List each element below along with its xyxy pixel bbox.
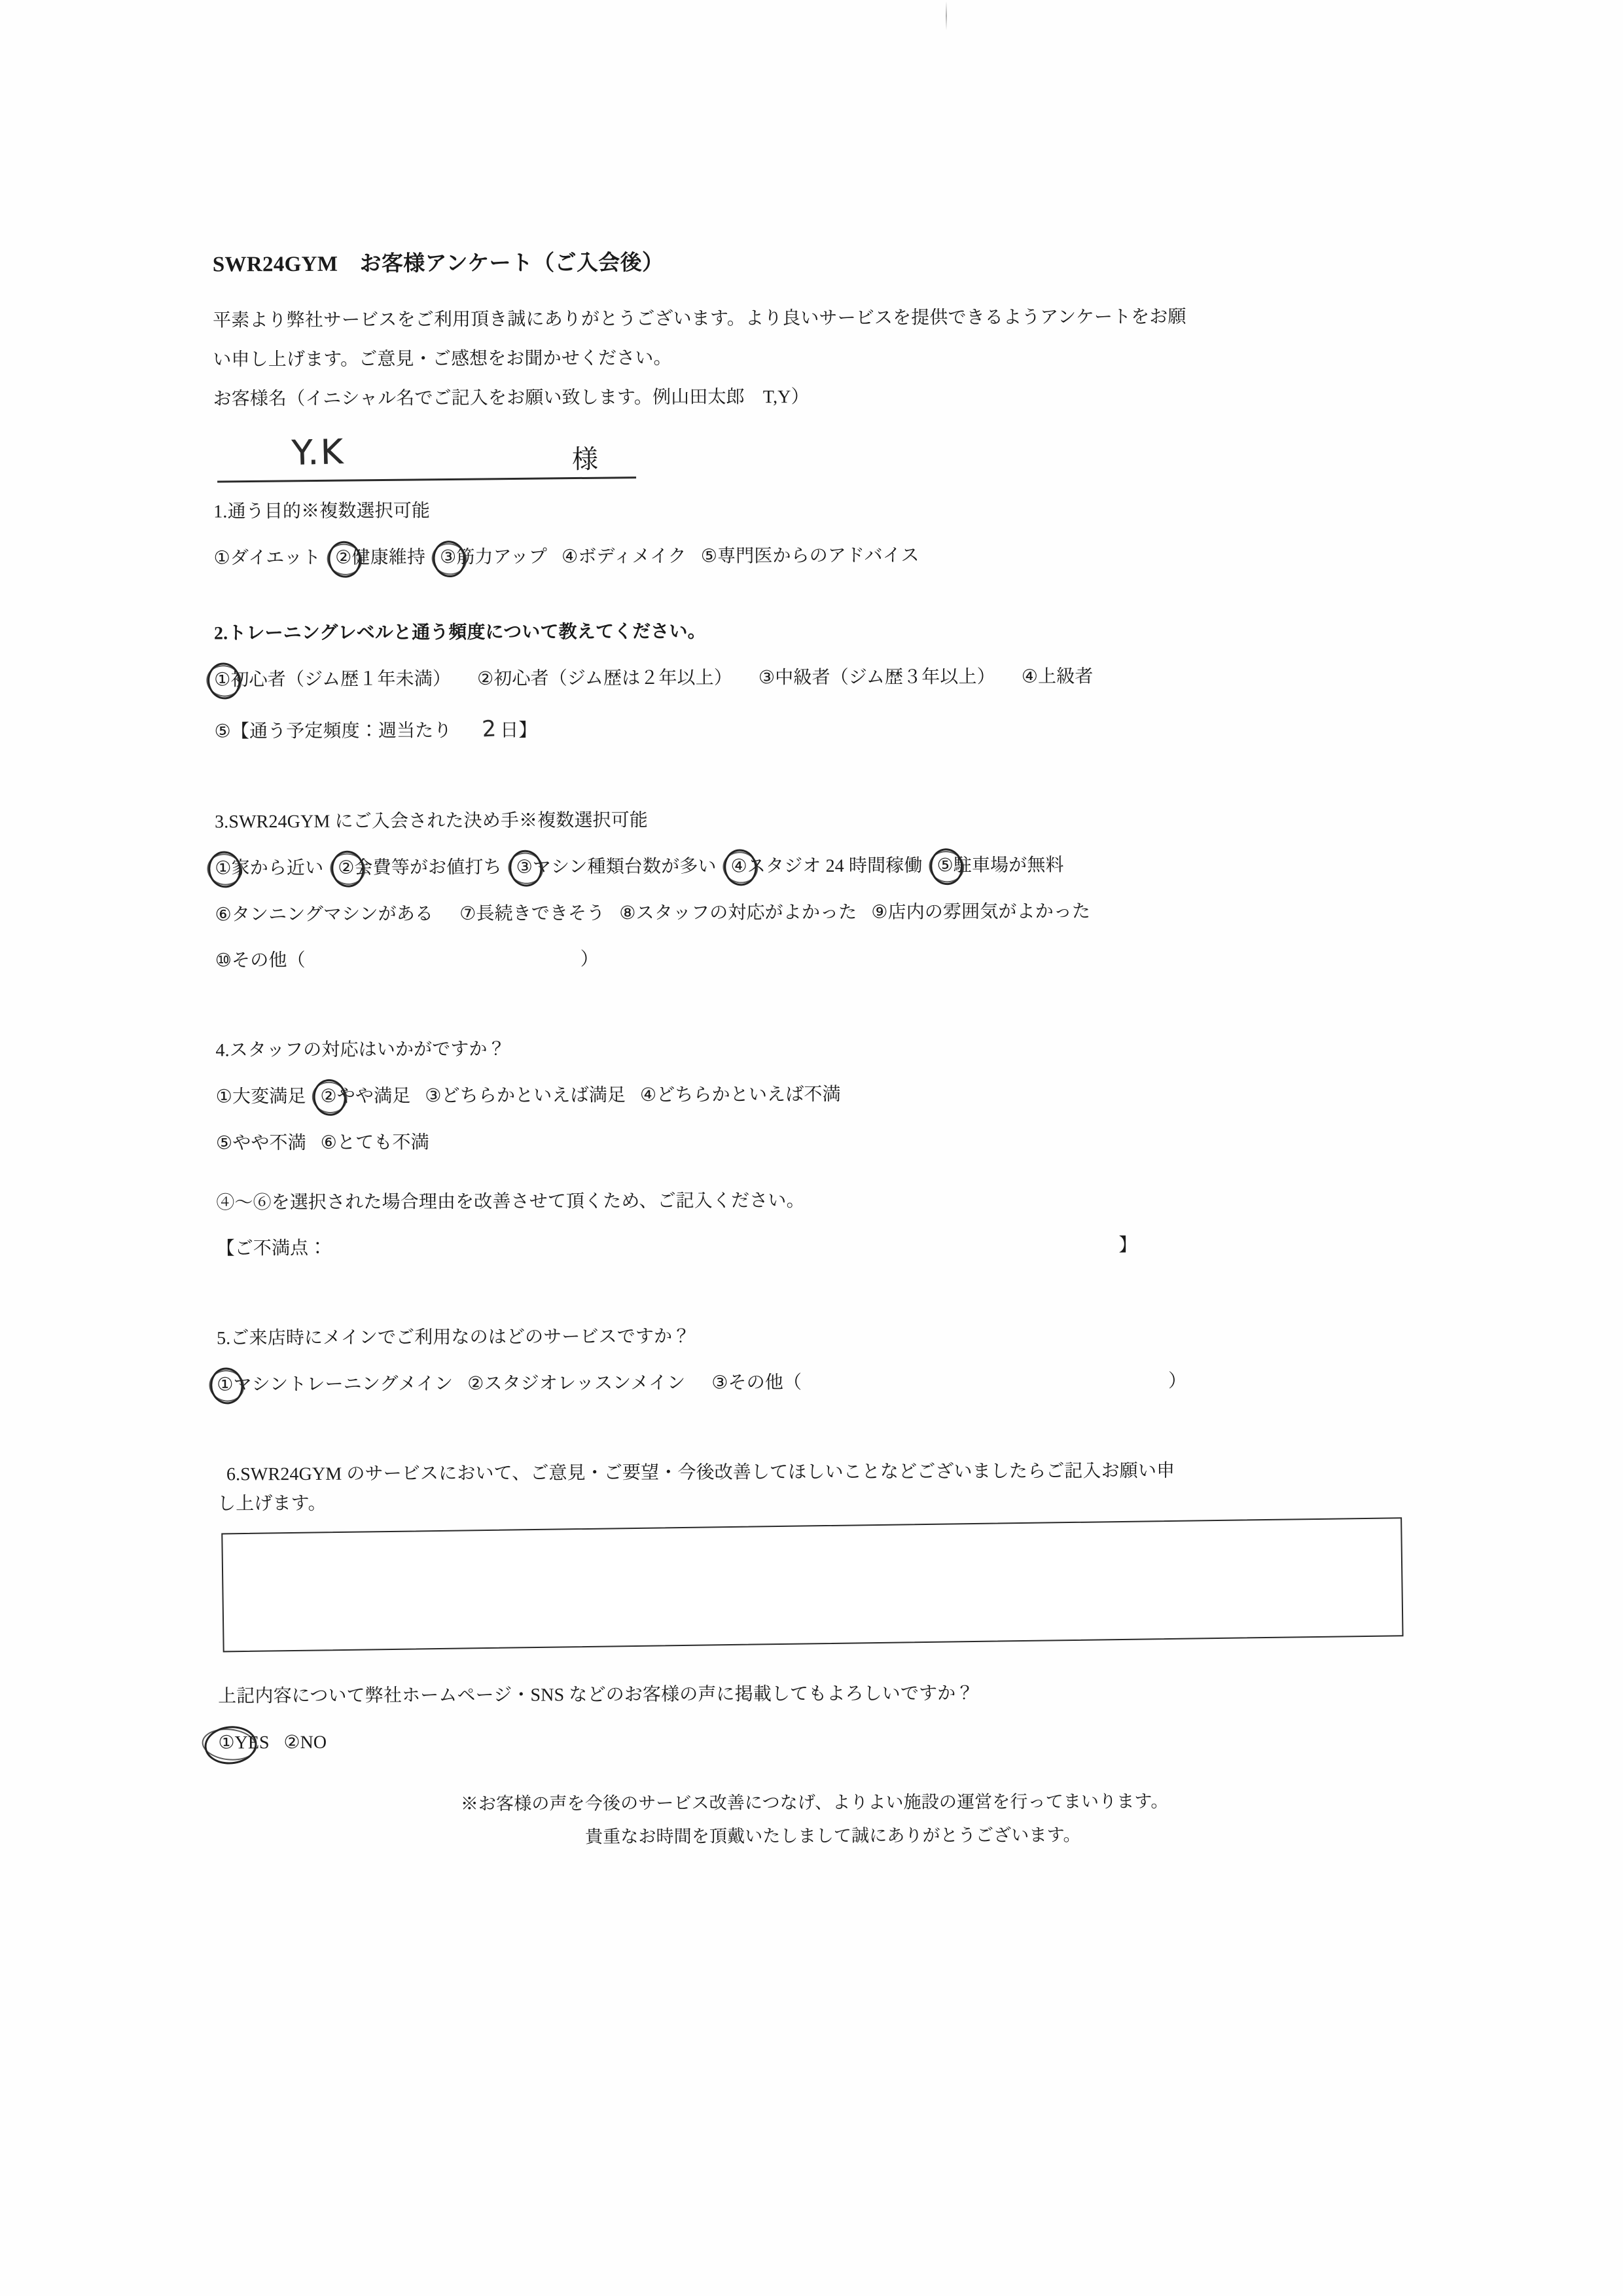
q3-option-3-label: マシン種類台数が多い bbox=[532, 856, 717, 878]
question-4-options-row-2 bbox=[216, 1124, 1414, 1158]
q3-other-close: ） bbox=[580, 949, 599, 970]
consent-no-label: NO bbox=[300, 1732, 327, 1753]
question-4-complaint-field[interactable] bbox=[217, 1230, 1414, 1265]
q4-option-5[interactable] bbox=[216, 1129, 306, 1158]
q3-option-1-label: 家から近い bbox=[231, 857, 324, 879]
consent-question: 上記内容について弊社ホームページ・SNS などのお客様の声に掲載してもよろしいですか？ bbox=[218, 1683, 974, 1707]
q2-frequency-value: 2 bbox=[481, 715, 497, 743]
question-3-heading: 3.SWR24GYM にご入会された決め手※複数選択可能 bbox=[215, 810, 649, 833]
q5-option-1-label: マシントレーニングメイン bbox=[233, 1374, 454, 1395]
q4-option-6-label: とても不満 bbox=[336, 1132, 429, 1153]
question-5-heading: 5.ご来店時にメインでご利用なのはどのサービスですか？ bbox=[217, 1326, 691, 1349]
q3-option-3-marker: ③ bbox=[516, 853, 533, 882]
q3-option-6-marker: ⑥ bbox=[215, 905, 232, 925]
q3-option-4-marker: ④ bbox=[731, 852, 747, 882]
q1-option-2-label: 健康維持 bbox=[351, 547, 426, 568]
q4-option-2[interactable] bbox=[320, 1082, 410, 1111]
page-title: SWR24GYM お客様アンケート（ご入会後） bbox=[212, 251, 664, 277]
q5-other-input[interactable] bbox=[802, 1387, 1168, 1388]
q1-option-5[interactable] bbox=[701, 542, 919, 572]
question-6-heading-line-1: 6.SWR24GYM のサービスにおいて、ご意見・ご要望・今後改善してほしいことなどございましたらご記入お願い申 bbox=[226, 1460, 1175, 1485]
q3-option-2-label: 会費等がお値打ち bbox=[354, 857, 502, 878]
q1-option-2[interactable] bbox=[335, 544, 425, 573]
name-prompt: お客様名（イニシャル名でご記入をお願い致します。例山田太郎 T,Y） bbox=[213, 387, 810, 410]
q3-option-9-label: 店内の雰囲気がよかった bbox=[887, 901, 1091, 923]
question-2-options bbox=[214, 661, 1412, 695]
q3-option-8[interactable] bbox=[619, 898, 857, 928]
q3-option-4-label: スタジオ 24 時間稼働 bbox=[747, 855, 923, 877]
q4-option-6-marker: ⑥ bbox=[320, 1132, 338, 1153]
q2-option-3[interactable] bbox=[758, 663, 995, 693]
q2-frequency-prefix: 【通う予定頻度：週当たり bbox=[230, 720, 452, 742]
q1-option-4[interactable] bbox=[562, 543, 687, 573]
q2-option-4[interactable] bbox=[1022, 662, 1094, 692]
q5-option-2[interactable] bbox=[467, 1369, 685, 1399]
q3-option-5-label: 駐車場が無料 bbox=[953, 855, 1064, 876]
consent-option-no[interactable] bbox=[283, 1729, 327, 1758]
name-underline bbox=[217, 477, 636, 483]
q5-option-1[interactable] bbox=[217, 1370, 453, 1400]
intro-paragraph bbox=[213, 296, 1411, 420]
closing-thanks: 貴重なお時間を頂戴いたしまして誠にありがとうございます。 bbox=[584, 1825, 1081, 1847]
q2-option-2-marker: ② bbox=[476, 668, 494, 689]
complaint-close-bracket: 】 bbox=[1118, 1235, 1137, 1256]
q4-option-1-label: 大変満足 bbox=[232, 1086, 306, 1107]
intro-line-2: い申し上げます。ご意見・ご感想をお聞かせください。 bbox=[213, 348, 672, 370]
question-5-options bbox=[217, 1366, 1414, 1400]
consent-yes-marker: ① bbox=[218, 1729, 234, 1759]
q3-other-label: その他（ bbox=[232, 950, 306, 971]
q5-option-1-marker: ① bbox=[217, 1371, 233, 1400]
q2-frequency-suffix: 日】 bbox=[500, 720, 537, 741]
q4-option-6[interactable] bbox=[321, 1128, 429, 1158]
q1-option-4-label: ボディメイク bbox=[578, 546, 687, 567]
q3-option-3[interactable] bbox=[516, 852, 717, 882]
consent-option-yes[interactable] bbox=[218, 1729, 269, 1758]
question-3-other[interactable] bbox=[215, 942, 1413, 977]
q3-option-7[interactable] bbox=[459, 899, 605, 929]
q1-option-3[interactable] bbox=[440, 543, 547, 573]
q4-option-5-marker: ⑤ bbox=[215, 1133, 233, 1154]
question-3-options-row-2 bbox=[215, 896, 1413, 930]
consent-no-marker: ② bbox=[283, 1732, 300, 1753]
q5-option-2-marker: ② bbox=[467, 1373, 484, 1395]
q3-option-6-label: タンニングマシンがある bbox=[231, 903, 434, 925]
q3-option-1-marker: ① bbox=[215, 854, 231, 884]
name-honorific: 様 bbox=[571, 444, 599, 475]
complaint-input[interactable] bbox=[327, 1251, 1118, 1255]
q3-option-7-marker: ⑦ bbox=[459, 903, 476, 924]
q3-option-1[interactable] bbox=[215, 854, 323, 884]
q2-option-4-label: 上級者 bbox=[1038, 666, 1094, 687]
q4-option-4-label: どちらかといえば不満 bbox=[656, 1084, 841, 1105]
question-2-frequency[interactable] bbox=[214, 708, 1412, 747]
consent-options bbox=[218, 1725, 1416, 1759]
customer-name-value: Y.K bbox=[291, 433, 346, 474]
form-body bbox=[213, 246, 1416, 1856]
q3-other-input[interactable] bbox=[306, 965, 580, 967]
question-6-answer-box[interactable] bbox=[217, 1529, 1416, 1653]
customer-name-field[interactable] bbox=[213, 425, 1411, 498]
closing-note: ※お客様の声を今後のサービス改善につなげ、よりよい施設の運営を行ってまいります。 bbox=[460, 1791, 1169, 1814]
question-3-options-row-1 bbox=[215, 850, 1412, 884]
question-4-note: ④～⑥を選択された場合理由を改善させて頂くため、ご記入ください。 bbox=[216, 1190, 805, 1213]
q1-option-3-label: 筋力アップ bbox=[456, 547, 548, 568]
q3-option-9-marker: ⑨ bbox=[871, 902, 888, 923]
q3-option-7-label: 長続きできそう bbox=[476, 903, 605, 924]
intro-line-1: 平素より弊社サービスをご利用頂き誠にありがとうございます。より良いサービスを提供できるようアンケートをお願 bbox=[213, 306, 1186, 331]
q3-option-8-marker: ⑧ bbox=[619, 903, 636, 924]
q1-option-2-marker: ② bbox=[335, 544, 351, 573]
q5-option-3[interactable] bbox=[711, 1369, 802, 1398]
q2-option-2-label: 初心者（ジム歴は２年以上） bbox=[493, 668, 733, 689]
q2-option-3-marker: ③ bbox=[758, 668, 776, 689]
q1-option-1-marker: ① bbox=[213, 548, 230, 569]
q3-option-4[interactable] bbox=[731, 852, 923, 882]
q3-option-2[interactable] bbox=[338, 853, 502, 884]
question-1-options bbox=[213, 540, 1411, 574]
q3-option-5-marker: ⑤ bbox=[936, 852, 953, 881]
q2-option-4-marker: ④ bbox=[1021, 666, 1039, 687]
q1-option-5-marker: ⑤ bbox=[700, 546, 718, 567]
q1-option-5-label: 専門医からのアドバイス bbox=[717, 545, 919, 567]
question-4-options-row-1 bbox=[216, 1078, 1414, 1112]
q3-option-8-label: スタッフの対応がよかった bbox=[635, 902, 857, 924]
question-1-heading: 1.通う目的※複数選択可能 bbox=[213, 501, 431, 522]
q5-option-3-marker: ③ bbox=[711, 1372, 728, 1393]
consent-yes-label: YES bbox=[234, 1732, 270, 1753]
q2-frequency-marker: ⑤ bbox=[214, 721, 231, 742]
question-6-heading-line-2: し上げます。 bbox=[217, 1493, 327, 1515]
q5-option-2-label: スタジオレッスンメイン bbox=[484, 1372, 686, 1394]
q4-option-1[interactable] bbox=[216, 1083, 306, 1112]
q2-option-1-label: 初心者（ジム歴１年未満） bbox=[230, 668, 452, 691]
q4-option-1-marker: ① bbox=[215, 1086, 233, 1107]
q4-option-5-label: やや不満 bbox=[232, 1132, 306, 1154]
question-4-heading: 4.スタッフの対応はいかがですか？ bbox=[215, 1039, 506, 1061]
q3-option-6[interactable] bbox=[215, 900, 434, 930]
q1-option-4-marker: ④ bbox=[562, 547, 579, 567]
q1-option-3-marker: ③ bbox=[440, 543, 456, 573]
q4-option-2-label: やや満足 bbox=[336, 1086, 411, 1107]
q3-other-marker: ⑩ bbox=[215, 950, 232, 971]
q5-option-3-label: その他（ bbox=[728, 1372, 802, 1393]
q3-option-9[interactable] bbox=[871, 897, 1090, 927]
q3-option-2-marker: ② bbox=[338, 854, 354, 884]
q4-option-4[interactable] bbox=[640, 1081, 841, 1111]
q4-option-3-label: どちらかといえば満足 bbox=[441, 1085, 626, 1107]
q2-option-3-label: 中級者（ジム歴３年以上） bbox=[775, 666, 995, 689]
q4-option-3[interactable] bbox=[425, 1081, 626, 1111]
complaint-open-bracket: 【ご不満点： bbox=[216, 1238, 327, 1259]
q4-option-4-marker: ④ bbox=[639, 1085, 657, 1106]
q2-option-1[interactable] bbox=[214, 665, 451, 695]
question-2-heading: 2.トレーニングレベルと通う頻度について教えてください。 bbox=[213, 621, 706, 644]
q2-option-1-marker: ① bbox=[214, 666, 230, 695]
q5-other-close: ） bbox=[1168, 1371, 1187, 1391]
q1-option-1-label: ダイエット bbox=[230, 548, 321, 569]
q4-option-2-marker: ② bbox=[320, 1083, 336, 1112]
question-6-answer-input[interactable] bbox=[221, 1518, 1403, 1653]
q4-option-3-marker: ③ bbox=[425, 1086, 442, 1107]
q3-option-5[interactable] bbox=[936, 851, 1063, 881]
q2-option-2[interactable] bbox=[477, 664, 732, 694]
q1-option-1[interactable] bbox=[213, 544, 321, 573]
